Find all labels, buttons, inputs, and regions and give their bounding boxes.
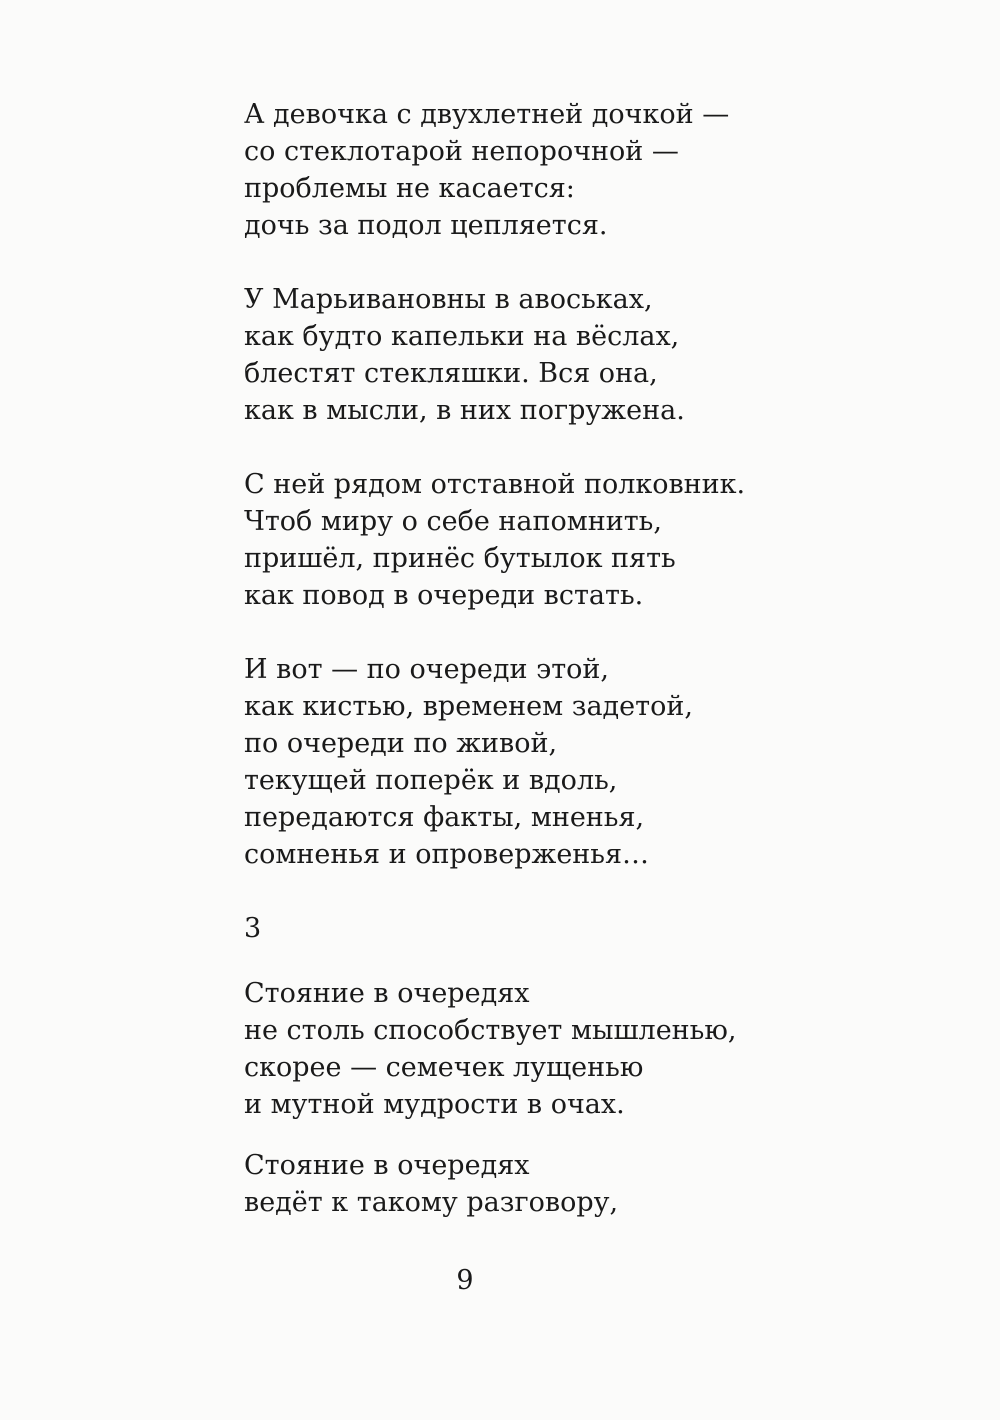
poem-line: Чтоб миру о себе напомнить, <box>244 506 662 537</box>
poem-line: А девочка с двухлетней дочкой — <box>244 99 730 130</box>
poem-text <box>244 96 804 1258</box>
stanza-2 <box>244 281 804 429</box>
poem-line: не столь способствует мышленью, <box>244 1015 737 1046</box>
poem-line: со стеклотарой непорочной — <box>244 136 679 167</box>
poem-line: проблемы не касается: <box>244 173 575 204</box>
stanza-1 <box>244 96 804 244</box>
poem-line: сомненья и опроверженья… <box>244 839 650 870</box>
page-number: 9 <box>456 1265 474 1296</box>
poem-line: Стояние в очередях <box>244 1150 530 1181</box>
poem-line: блестят стекляшки. Вся она, <box>244 358 658 389</box>
poem-line: как в мысли, в них погружена. <box>244 395 685 426</box>
poem-line: С ней рядом отставной полковник. <box>244 469 746 500</box>
poem-line: по очереди по живой, <box>244 728 558 759</box>
section-stanza-2 <box>244 1147 804 1221</box>
poem-line: как будто капельки на вёслах, <box>244 321 680 352</box>
poem-line: как повод в очереди встать. <box>244 580 644 611</box>
poem-line: У Марьивановны в авоськах, <box>244 284 653 315</box>
poem-line: дочь за подол цепляется. <box>244 210 608 241</box>
poem-line: как кистью, временем задетой, <box>244 691 693 722</box>
poem-line: скорее — семечек лущенью <box>244 1052 644 1083</box>
stanza-4 <box>244 651 804 873</box>
poem-line: и мутной мудрости в очах. <box>244 1089 625 1120</box>
poem-line: И вот — по очереди этой, <box>244 654 609 685</box>
section-number: 3 <box>244 913 262 944</box>
stanza-3 <box>244 466 804 614</box>
poem-line: Стояние в очередях <box>244 978 530 1009</box>
poem-line: передаются факты, мненья, <box>244 802 645 833</box>
section-stanza-1 <box>244 975 804 1123</box>
poem-line: ведёт к такому разговору, <box>244 1187 619 1218</box>
poem-line: пришёл, принёс бутылок пять <box>244 543 676 574</box>
poem-line: текущей поперёк и вдоль, <box>244 765 618 796</box>
